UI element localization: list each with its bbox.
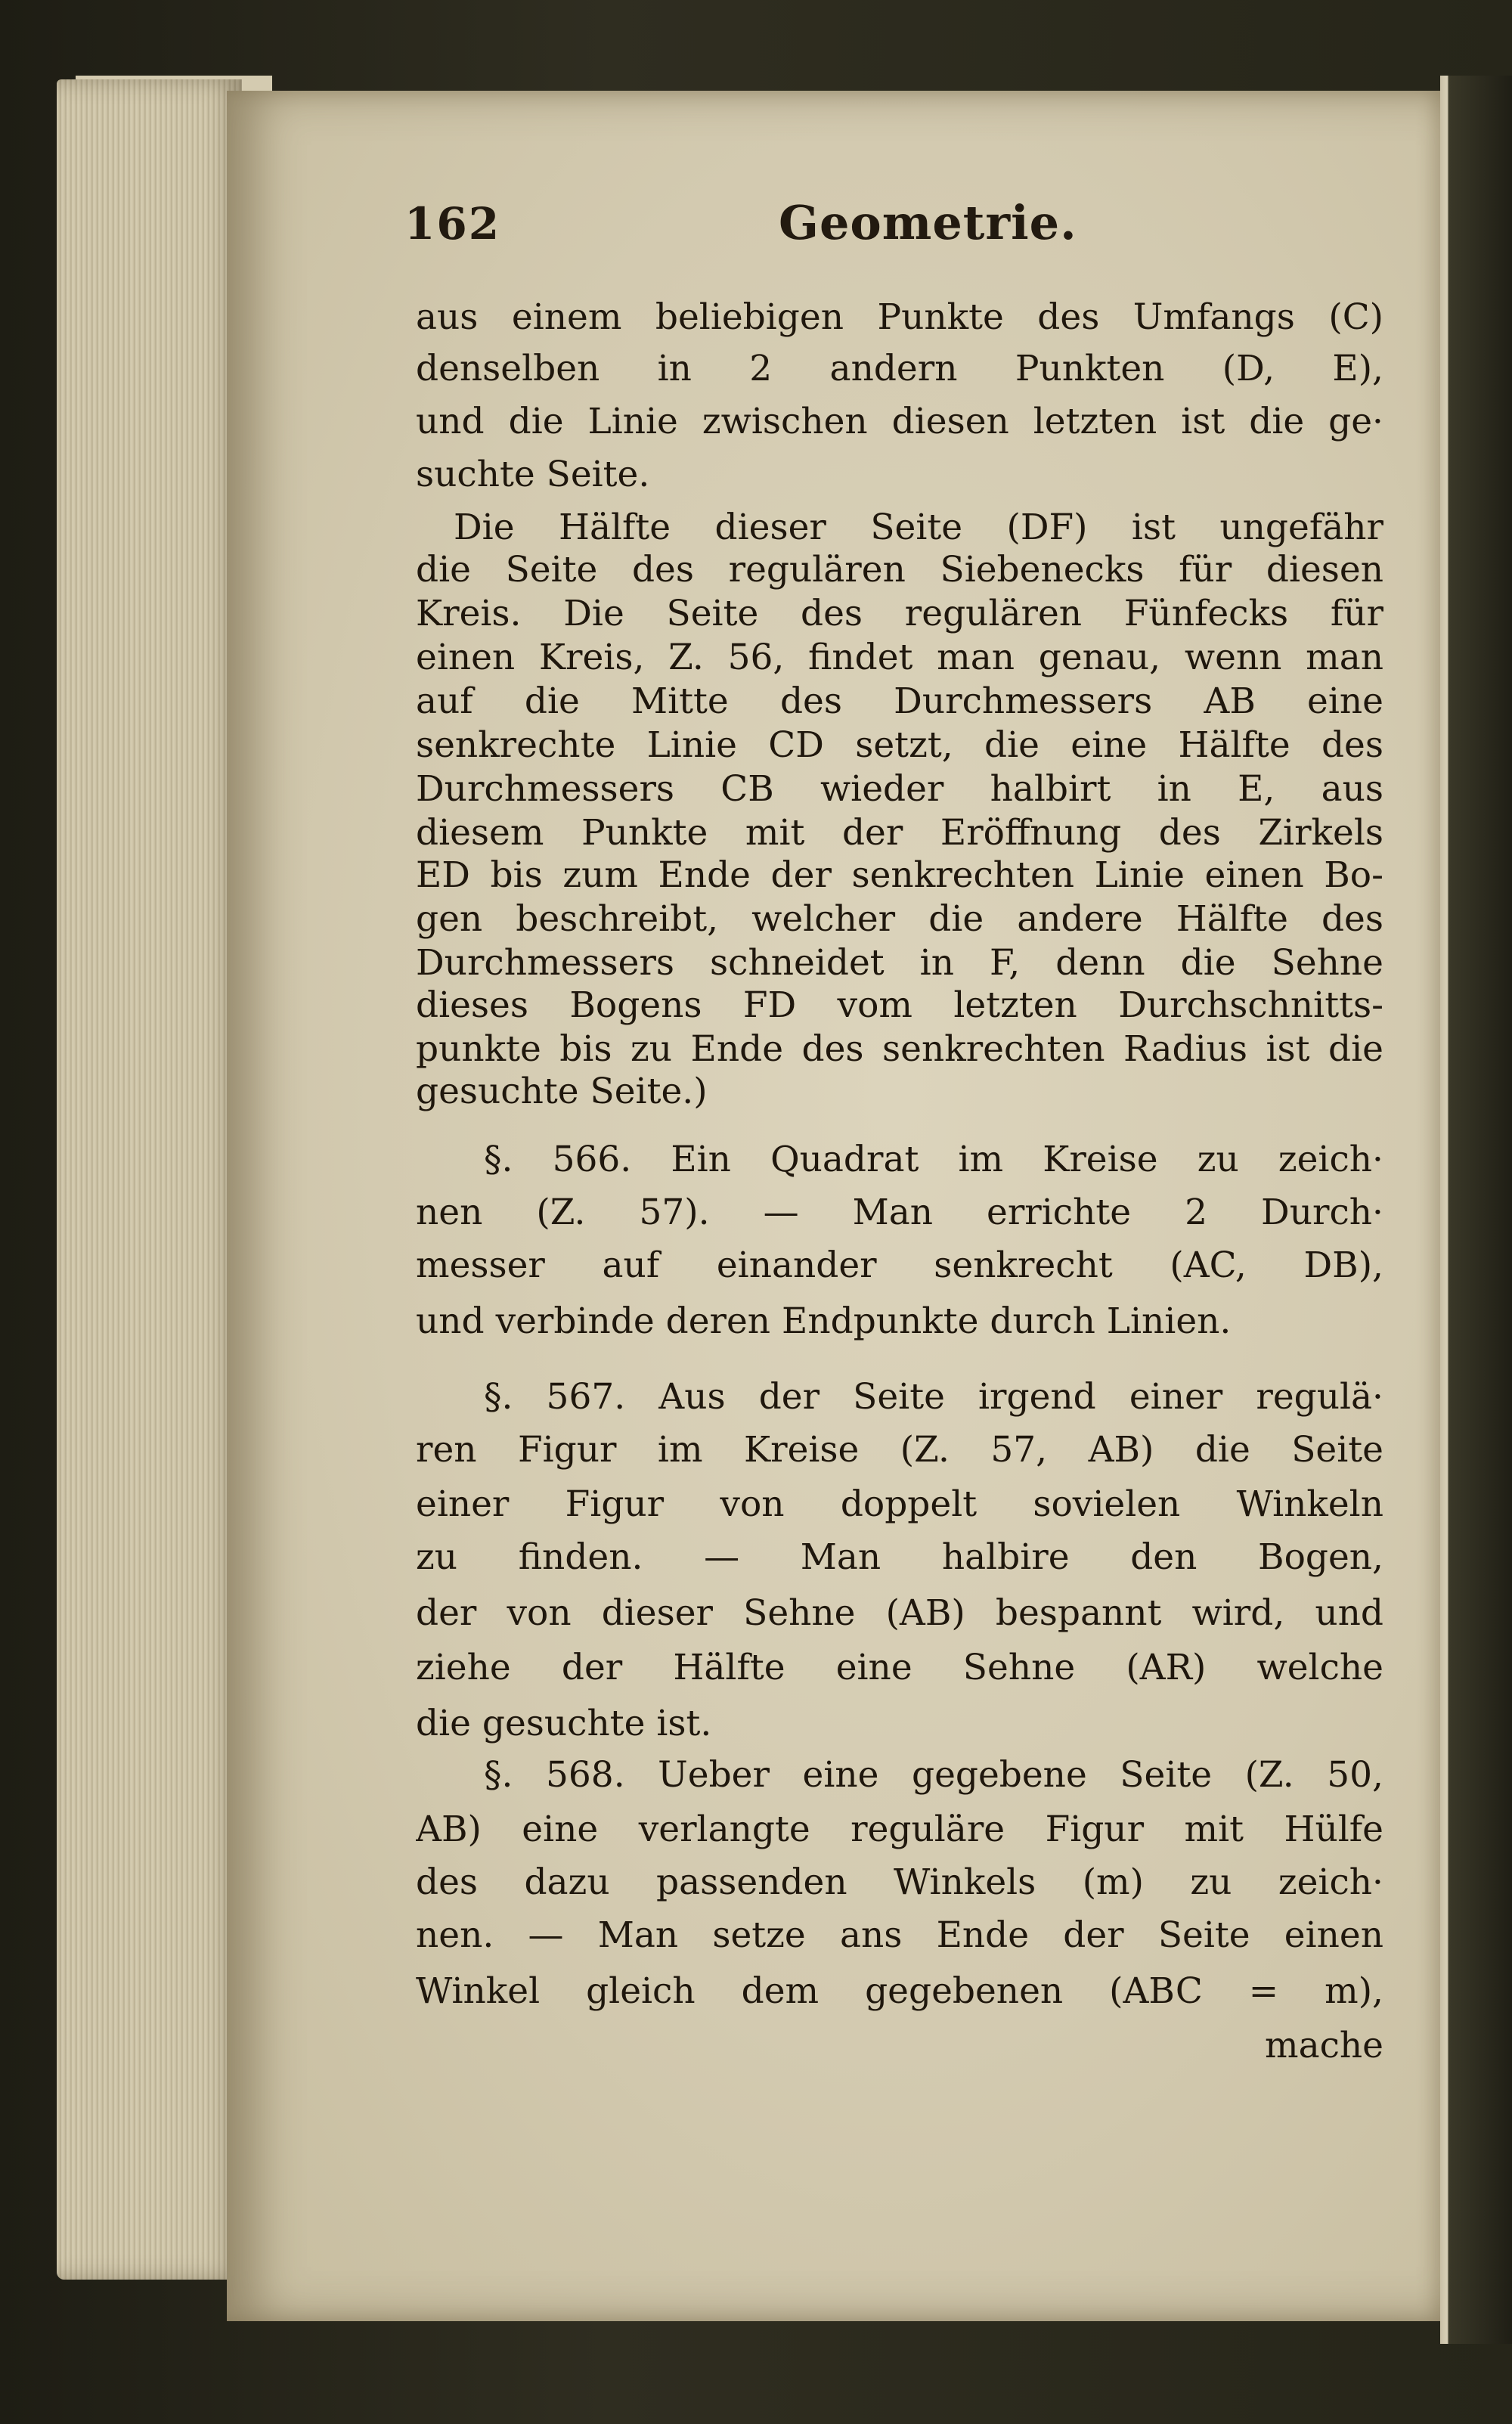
text-line: und die Linie zwischen diesen letzten ist die ge· [416,401,1383,442]
text-line: messer auf einander senkrecht (AC, DB), [416,1245,1383,1286]
text-line: die gesuchte ist. [416,1703,712,1744]
text-line: senkrechte Linie CD setzt, die eine Hälfte des [416,724,1383,766]
text-line: suchte Seite. [416,454,650,495]
text-line: die Seite des regulären Siebenecks für diesen [416,549,1383,591]
page-edges-stack [57,79,242,2280]
text-line: einer Figur von doppelt sovielen Winkeln [416,1483,1383,1525]
text-line: auf die Mitte des Durchmessers AB eine [416,680,1383,722]
text-line: ziehe der Hälfte eine Sehne (AR) welche [416,1647,1383,1688]
text-line: denselben in 2 andern Punkten (D, E), [416,348,1383,389]
text-line: §. 567. Aus der Seite irgend einer regulä· [484,1376,1383,1418]
text-line: der von dieser Sehne (AB) bespannt wird, und [416,1592,1383,1634]
text-line: einen Kreis, Z. 56, findet man genau, wenn man [416,637,1383,678]
text-line: zu finden. — Man halbire den Bogen, [416,1536,1383,1578]
text-line: diesem Punkte mit der Eröffnung des Zirkels [416,812,1383,854]
text-line: gesuchte Seite.) [416,1071,708,1112]
text-line: des dazu passenden Winkels (m) zu zeich· [416,1861,1383,1903]
text-line: §. 566. Ein Quadrat im Kreise zu zeich· [484,1139,1383,1180]
text-line: ED bis zum Ende der senkrechten Linie einen Bo- [416,854,1383,896]
text-line: Durchmessers CB wieder halbirt in E, aus [416,768,1383,810]
text-line: aus einem beliebigen Punkte des Umfangs (C) [416,296,1383,338]
text-line: §. 568. Ueber eine gegebene Seite (Z. 50, [484,1754,1383,1796]
text-line: dieses Bogens FD vom letzten Durchschnitts- [416,984,1383,1026]
text-line: ren Figur im Kreise (Z. 57, AB) die Seite [416,1429,1383,1471]
text-line: und verbinde deren Endpunkte durch Linien. [416,1300,1232,1342]
text-line: Durchmessers schneidet in F, denn die Sehne [416,942,1383,984]
text-line: punkte bis zu Ende des senkrechten Radius ist die [416,1028,1383,1070]
text-line: AB) eine verlangte reguläre Figur mit Hülfe [416,1809,1383,1850]
book-cover-right [1440,76,1512,2344]
text-line: nen. — Man setze ans Ende der Seite einen [416,1914,1383,1956]
running-head: Geometrie. [779,195,1077,250]
text-line: Winkel gleich dem gegebenen (ABC = m), [416,1970,1383,2012]
page-number: 162 [404,198,501,250]
text-line: nen (Z. 57). — Man errichte 2 Durch· [416,1192,1383,1233]
text-line: gen beschreibt, welcher die andere Hälfte des [416,898,1383,940]
catchword: mache [1265,2025,1383,2066]
text-line: Kreis. Die Seite des regulären Fünfecks für [416,593,1383,634]
text-line: Die Hälfte dieser Seite (DF) ist ungefähr [454,507,1383,548]
